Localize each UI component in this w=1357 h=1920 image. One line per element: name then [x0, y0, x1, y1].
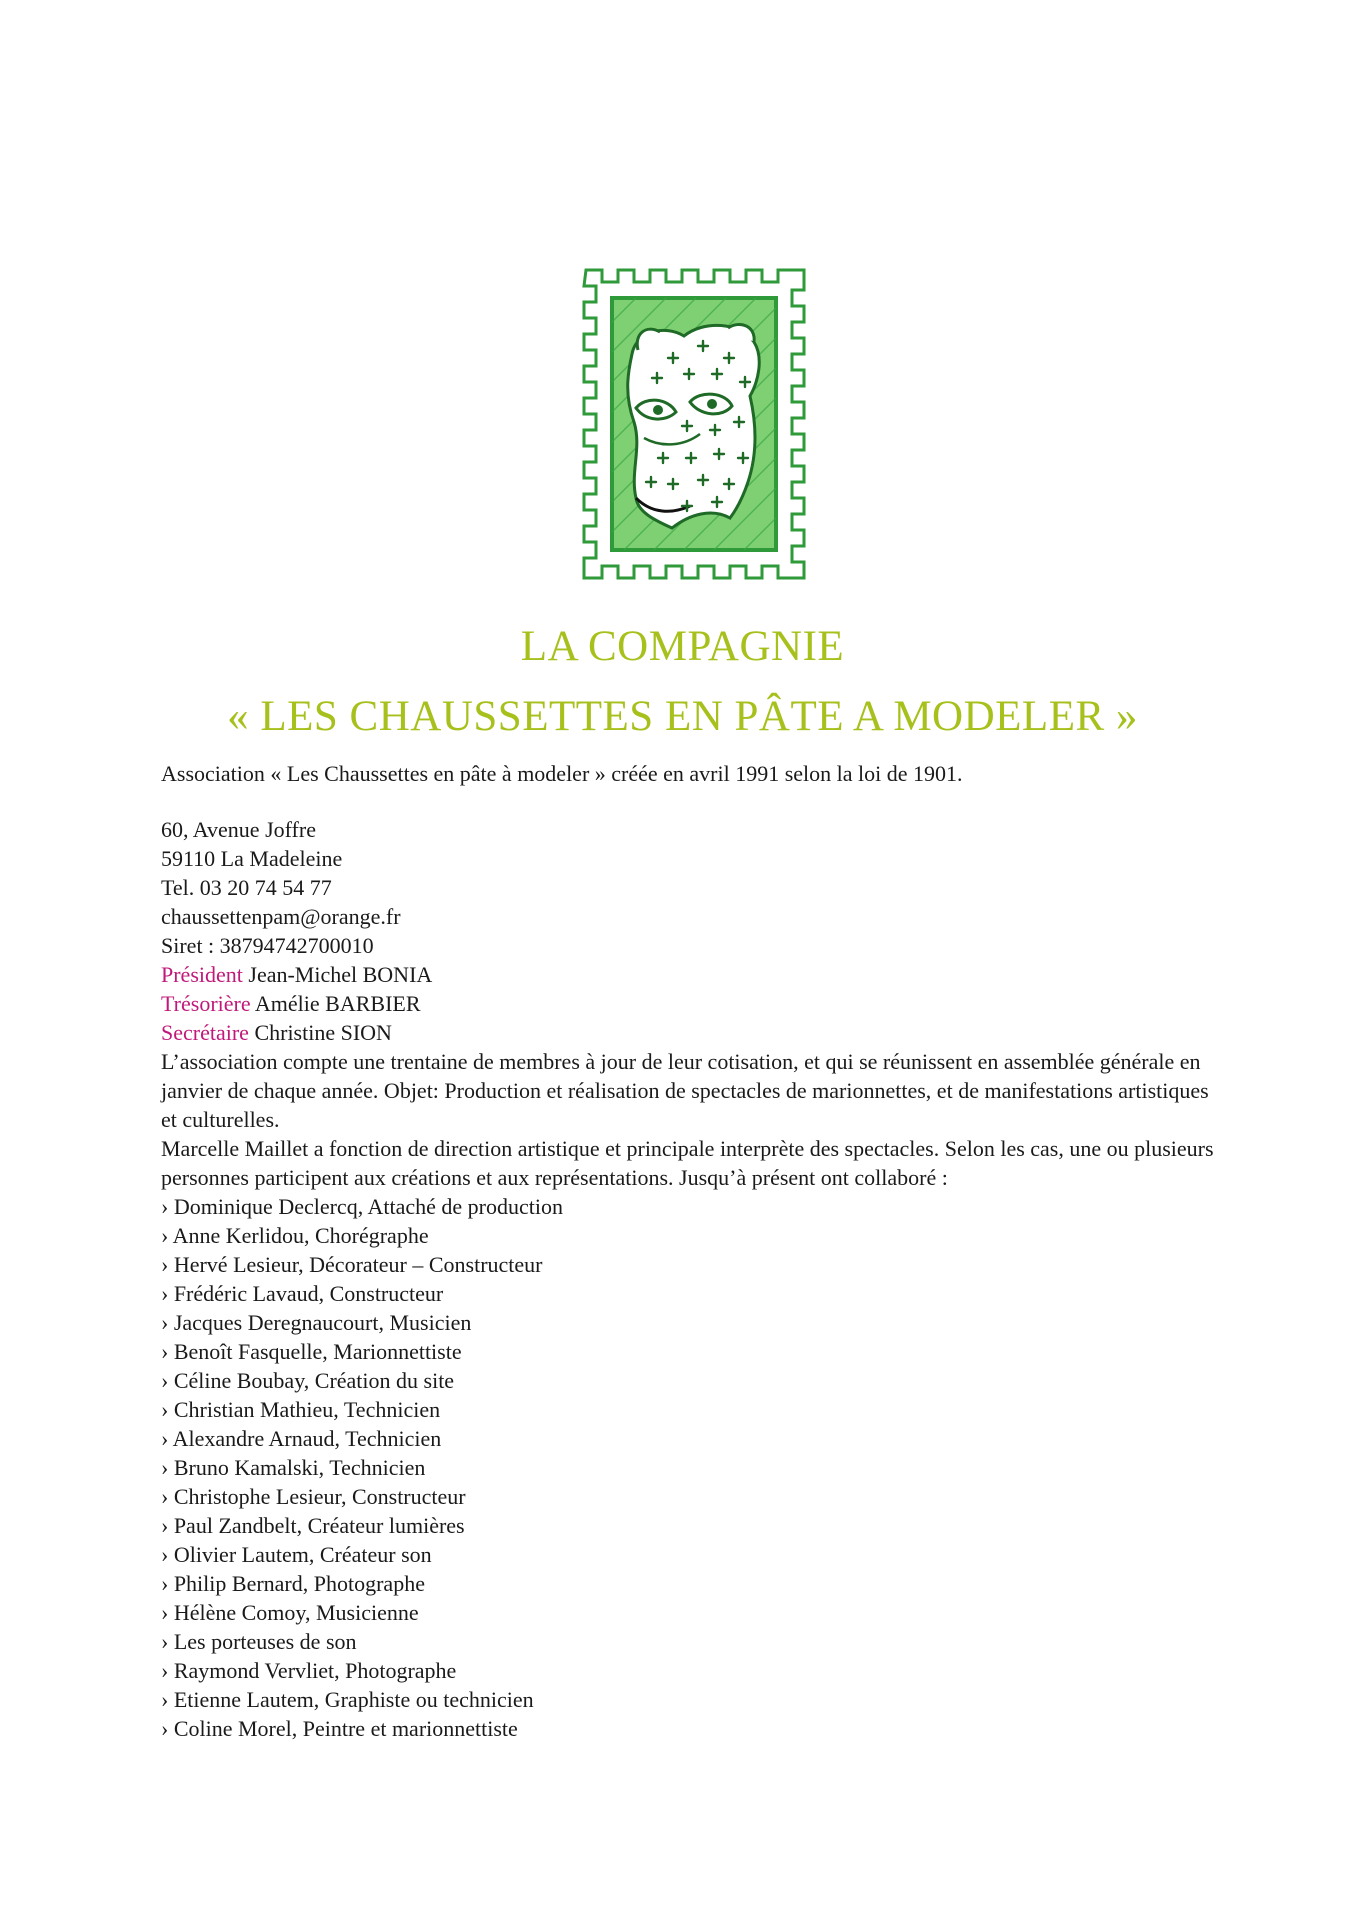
officer-role: Trésorière [161, 991, 251, 1016]
email-line: chaussettenpam@orange.fr [161, 904, 401, 929]
list-item: › Anne Kerlidou, Chorégraphe [161, 1223, 429, 1248]
list-item: › Olivier Lautem, Créateur son [161, 1542, 432, 1567]
address-line: 60, Avenue Joffre [161, 817, 316, 842]
list-item: › Hervé Lesieur, Décorateur – Constructeur [161, 1252, 543, 1277]
list-item: › Coline Morel, Peintre et marionnettiste [161, 1716, 518, 1741]
list-item: › Dominique Declercq, Attaché de production [161, 1194, 563, 1219]
list-item: › Paul Zandbelt, Créateur lumières [161, 1513, 465, 1538]
officer-name: Amélie BARBIER [254, 991, 421, 1016]
list-item: › Frédéric Lavaud, Constructeur [161, 1281, 444, 1306]
list-item: › Christophe Lesieur, Constructeur [161, 1484, 466, 1509]
list-item: › Alexandre Arnaud, Technicien [161, 1426, 442, 1451]
officer-secretary [161, 1018, 1221, 1047]
list-item: › Jacques Deregnaucourt, Musicien [161, 1310, 472, 1335]
list-item: › Philip Bernard, Photographe [161, 1571, 425, 1596]
document-body [161, 759, 1221, 1743]
list-item: › Raymond Vervliet, Photographe [161, 1658, 457, 1683]
officer-role: Secrétaire [161, 1020, 249, 1045]
stamp-icon [572, 262, 816, 586]
intro-paragraph: Association « Les Chaussettes en pâte à modeler » créée en avril 1991 selon la loi de 1901. [161, 761, 963, 786]
siret-line: Siret : 38794742700010 [161, 933, 374, 958]
officer-name: Christine SION [254, 1020, 392, 1045]
list-item: › Etienne Lautem, Graphiste ou technicien [161, 1687, 534, 1712]
description-paragraph: L’association compte une trentaine de membres à jour de leur cotisation, et qui se réunissent en assemblée générale en janvier de chaque année. Objet: Production et réalisation de spectacles de marionnettes, et de manifestations artistiques et culturelles. [161, 1049, 1209, 1132]
officer-role: Président [161, 962, 243, 987]
officer-treasurer [161, 989, 1221, 1018]
phone-line: Tel. 03 20 74 54 77 [161, 875, 332, 900]
stamp-logo [572, 262, 816, 586]
list-item: › Christian Mathieu, Technicien [161, 1397, 441, 1422]
collaborators-list [161, 1192, 1221, 1743]
city-line: 59110 La Madeleine [161, 846, 343, 871]
title-line-2: « LES CHAUSSETTES EN PÂTE A MODELER » [227, 693, 1138, 740]
direction-paragraph: Marcelle Maillet a fonction de direction artistique et principale interprète des spectacles. Selon les cas, une ou plusieurs personnes participent aux créations et aux représentations. Jusqu’à présent ont collaboré : [161, 1136, 1214, 1190]
title-line-1: LA COMPAGNIE [520, 623, 845, 670]
list-item: › Benoît Fasquelle, Marionnettiste [161, 1339, 462, 1364]
officer-president [161, 960, 1221, 989]
list-item: › Céline Boubay, Création du site [161, 1368, 455, 1393]
list-item: › Les porteuses de son [161, 1629, 357, 1654]
list-item: › Bruno Kamalski, Technicien [161, 1455, 426, 1480]
officer-name: Jean-Michel BONIA [248, 962, 433, 987]
list-item: › Hélène Comoy, Musicienne [161, 1600, 419, 1625]
